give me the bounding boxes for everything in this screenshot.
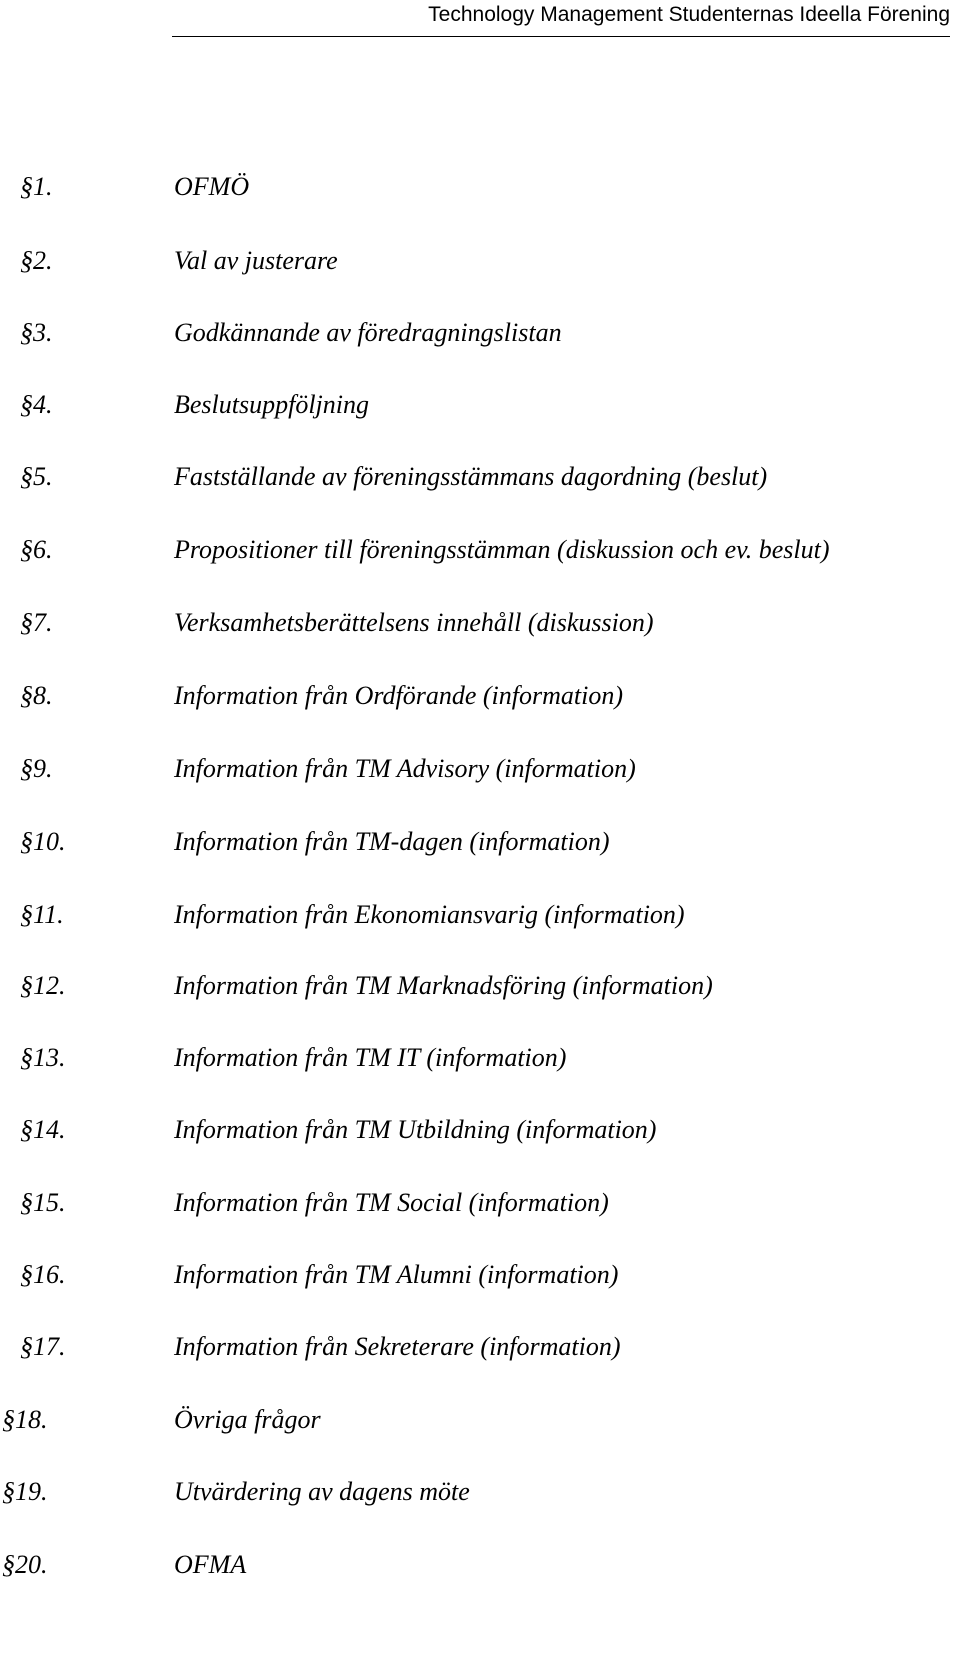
- agenda-item-number: §19.: [2, 1477, 48, 1506]
- agenda-item-number: §2.: [20, 246, 53, 275]
- agenda-item: [0, 1183, 960, 1223]
- agenda-item-text: OFMA: [174, 1550, 247, 1579]
- agenda-item: [0, 822, 960, 862]
- agenda-item: [0, 603, 960, 643]
- agenda-item: [0, 1472, 960, 1512]
- agenda-item-number: §5.: [20, 462, 53, 491]
- agenda-item-text: Information från Sekreterare (information): [174, 1332, 621, 1361]
- agenda-item: [0, 385, 960, 425]
- agenda-item-number: §4.: [20, 390, 53, 419]
- agenda-item-text: Utvärdering av dagens möte: [174, 1477, 470, 1506]
- agenda-item-text: Övriga frågor: [174, 1405, 321, 1434]
- agenda-item: [0, 1038, 960, 1078]
- agenda-item: [0, 1327, 960, 1367]
- agenda-item-text: Beslutsuppföljning: [174, 390, 369, 419]
- agenda-item-text: Fastställande av föreningsstämmans dagordning (beslut): [174, 462, 768, 491]
- agenda-item-number: §12.: [20, 971, 66, 1000]
- agenda-item-text: Information från TM Alumni (information): [174, 1260, 619, 1289]
- agenda-item-text: Information från TM Utbildning (information): [174, 1115, 657, 1144]
- agenda-item-number: §16.: [20, 1260, 66, 1289]
- agenda-item-number: §11.: [20, 900, 64, 929]
- agenda-item-text: Verksamhetsberättelsens innehåll (diskussion): [174, 608, 654, 637]
- agenda-item-number: §8.: [20, 681, 53, 710]
- agenda-item-number: §13.: [20, 1043, 66, 1072]
- agenda-item-number: §1.: [20, 172, 53, 201]
- agenda-item-number: §3.: [20, 318, 53, 347]
- organization-name: Technology Management Studenternas Ideella Förening: [428, 3, 950, 26]
- agenda-item-number: §6.: [20, 535, 53, 564]
- agenda-item-text: Information från TM-dagen (information): [174, 827, 610, 856]
- agenda-item: [0, 966, 960, 1006]
- agenda-item-number: §17.: [20, 1332, 66, 1361]
- agenda-item-text: Information från Ordförande (information): [174, 681, 623, 710]
- agenda-item: [0, 241, 960, 281]
- agenda-item-number: §14.: [20, 1115, 66, 1144]
- agenda-item-text: Information från TM Social (information): [174, 1188, 609, 1217]
- agenda-item: [0, 1255, 960, 1295]
- agenda-item-text: Val av justerare: [174, 246, 338, 275]
- agenda-item-number: §18.: [2, 1405, 48, 1434]
- agenda-item: [0, 457, 960, 497]
- agenda-item-number: §7.: [20, 608, 53, 637]
- agenda-item-text: Godkännande av föredragningslistan: [174, 318, 562, 347]
- agenda-item: [0, 313, 960, 353]
- agenda-item-number: §10.: [20, 827, 66, 856]
- agenda-item: [0, 167, 960, 207]
- agenda-item-text: Propositioner till föreningsstämman (diskussion och ev. beslut): [174, 535, 830, 564]
- agenda-item-text: Information från TM Marknadsföring (information): [174, 971, 713, 1000]
- agenda-item: [0, 1545, 960, 1585]
- agenda-item-text: Information från Ekonomiansvarig (information): [174, 900, 685, 929]
- agenda-item: [0, 749, 960, 789]
- agenda-item-number: §9.: [20, 754, 53, 783]
- agenda-item-text: Information från TM IT (information): [174, 1043, 567, 1072]
- agenda-item-text: Information från TM Advisory (information): [174, 754, 636, 783]
- agenda-item: [0, 895, 960, 935]
- agenda-item: [0, 1400, 960, 1440]
- agenda-item: [0, 1110, 960, 1150]
- agenda-item-text: OFMÖ: [174, 172, 250, 201]
- agenda-item: [0, 530, 960, 570]
- agenda-item-number: §15.: [20, 1188, 66, 1217]
- agenda-item-number: §20.: [2, 1550, 48, 1579]
- agenda-item: [0, 676, 960, 716]
